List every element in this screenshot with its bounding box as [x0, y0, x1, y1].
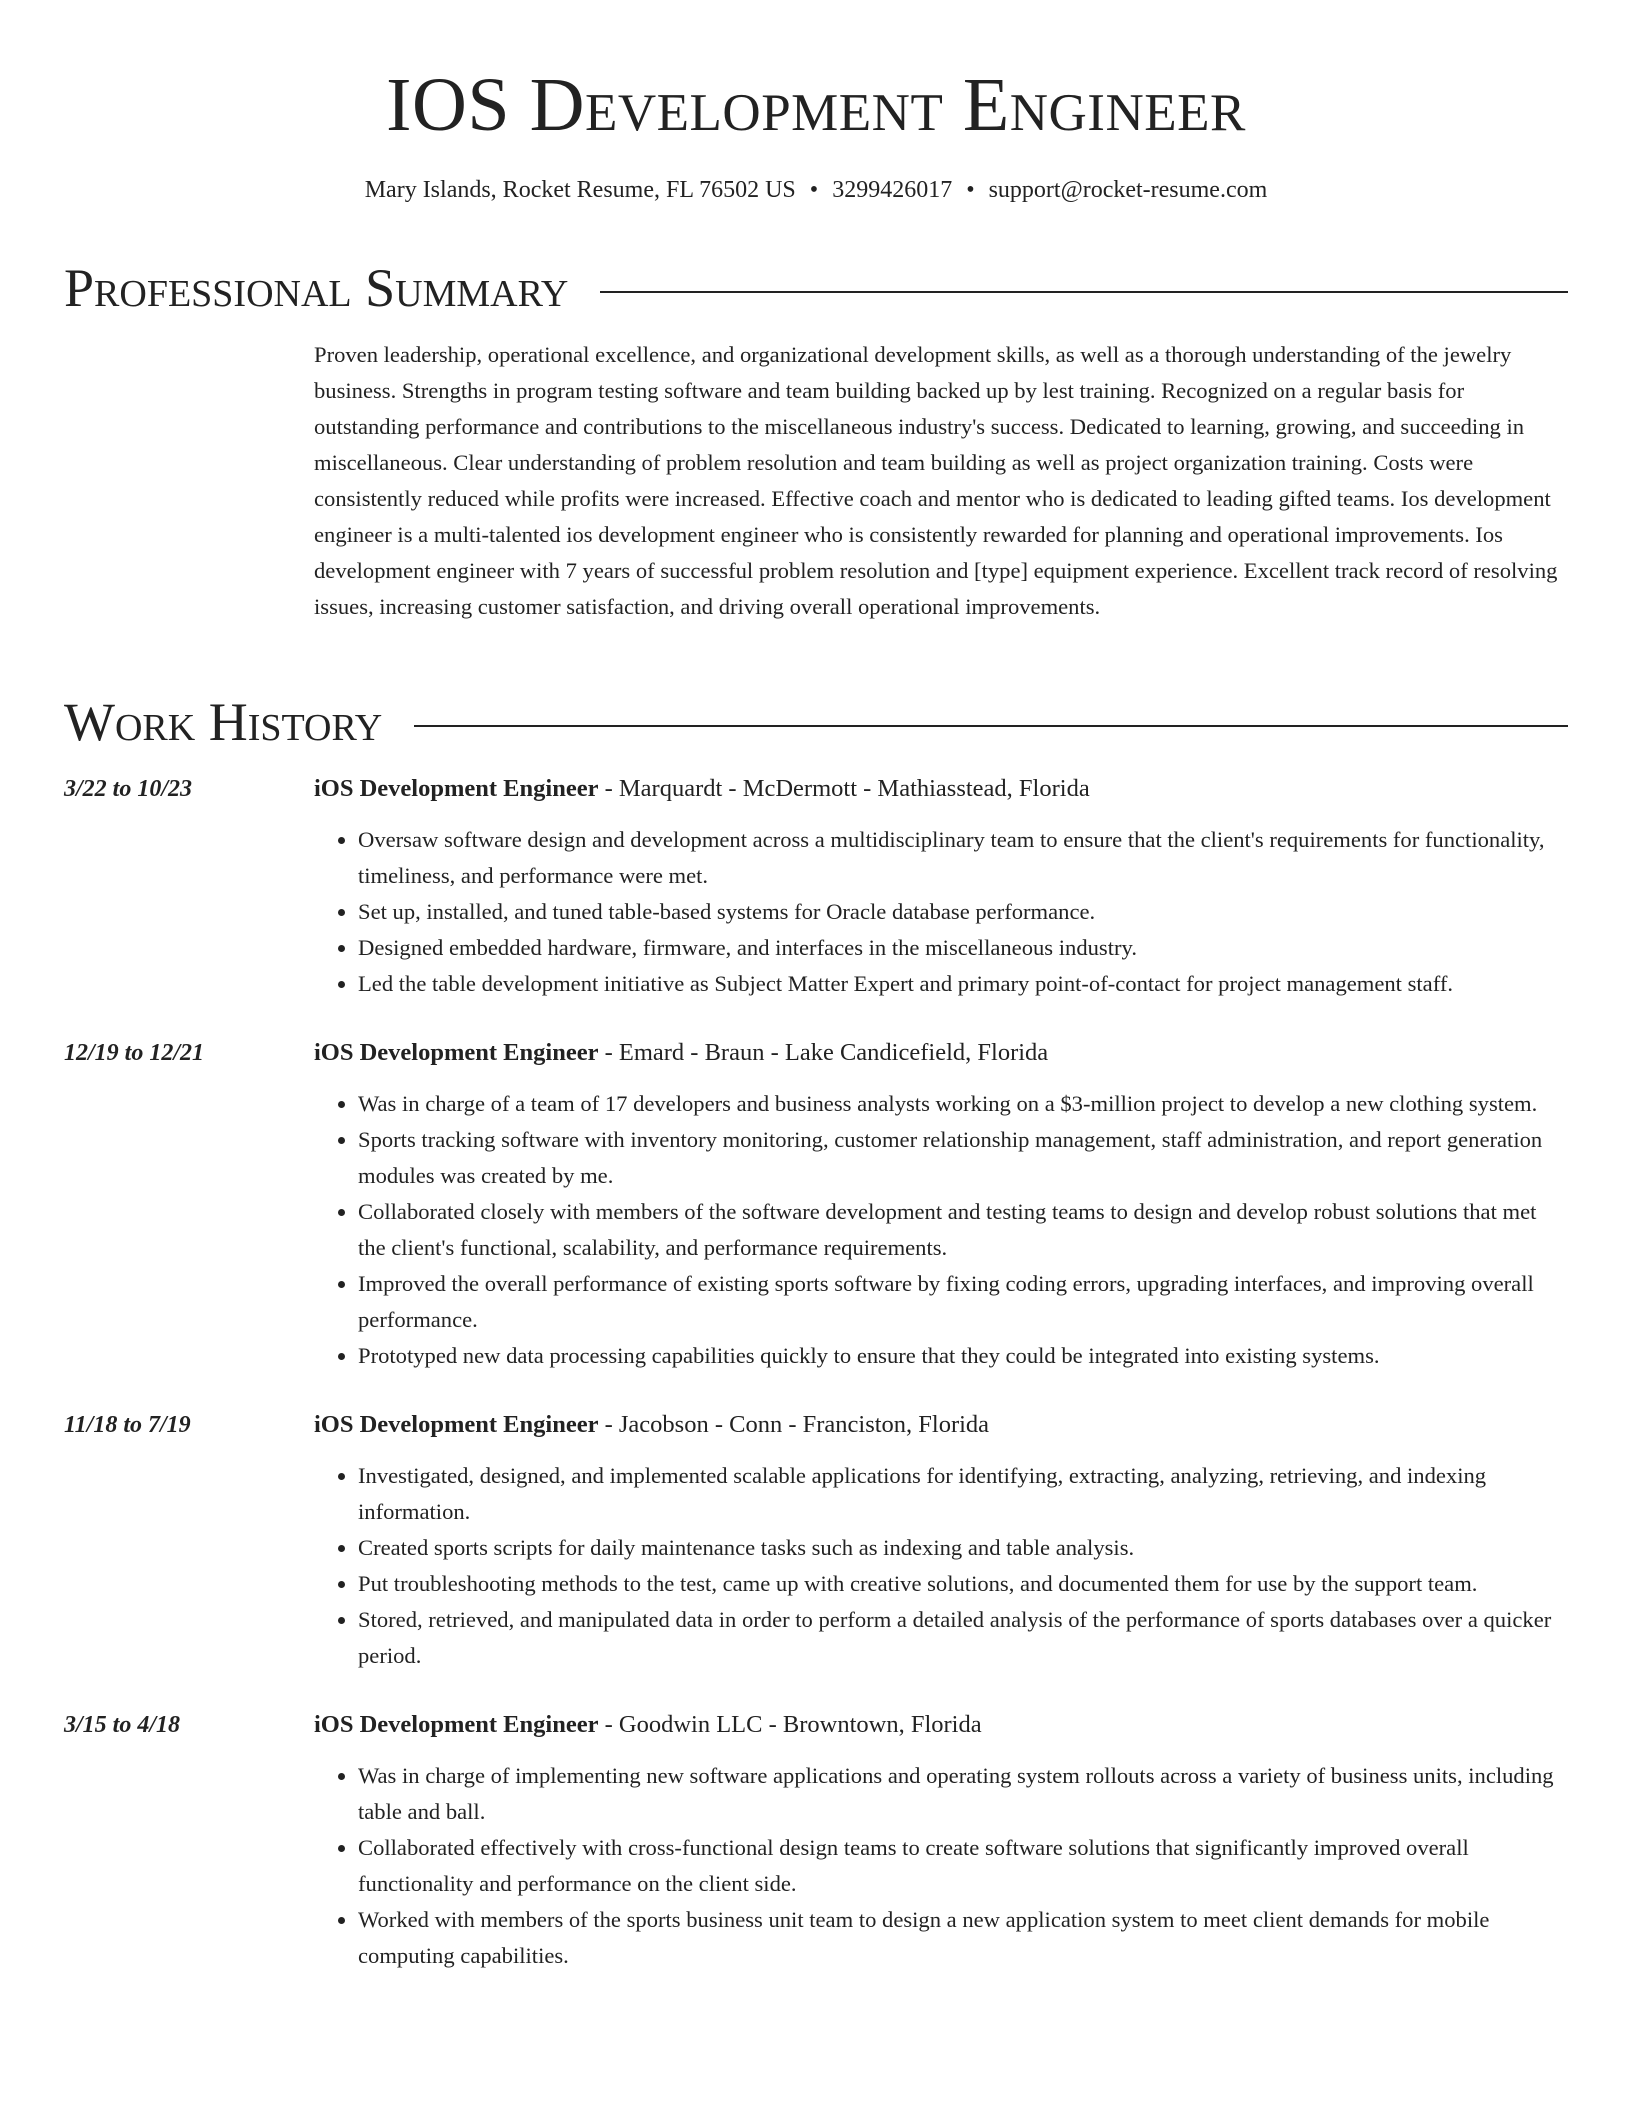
job-dates: 3/15 to 4/18 [64, 1712, 181, 1738]
job-bullet: • Designed embedded hardware, firmware, and interfaces in the miscellaneous industry. [358, 930, 1568, 966]
work-heading: Work History [64, 692, 383, 752]
job-title-line [314, 1408, 1568, 1442]
job-body [314, 1708, 1568, 1974]
job-title-line [314, 1708, 1568, 1742]
job-bullet: • Prototyped new data processing capabilities quickly to ensure that they could be integrated into existing systems. [358, 1338, 1568, 1374]
job-body [314, 1036, 1568, 1374]
job-bullets [314, 1458, 1568, 1674]
contact-phone[interactable]: 3299426017 [832, 177, 953, 203]
section-divider [600, 291, 1568, 293]
job-bullet: • Was in charge of a team of 17 developers and business analysts working on a $3-million project to develop a new clothing system. [358, 1086, 1568, 1122]
contact-address: Mary Islands, Rocket Resume, FL 76502 US [364, 177, 796, 203]
job-entry [64, 1408, 1568, 1674]
job-bullet: • Put troubleshooting methods to the test, came up with creative solutions, and documented them for use by the support team. [358, 1566, 1568, 1602]
job-body [314, 1408, 1568, 1674]
job-company: - Emard - Braun - Lake Candicefield, Florida [598, 1039, 1049, 1066]
contact-line [0, 174, 1632, 206]
summary-text: Proven leadership, operational excellence, and organizational development skills, as well as a thorough understanding of the jewelry business. Strengths in program testing software and team building backed up by lest training. Recognized on a regular basis for outstanding performance and contributions to the miscellaneous industry's success. Dedicated to learning, growing, and succeeding in miscellaneous. Clear understanding of problem resolution and team building as well as project organization training. Costs were consistently reduced while profits were increased. Effective coach and mentor who is dedicated to leading gifted teams. Ios development engineer is a multi-talented ios development engineer who is consistently rewarded for planning and operational improvements. Ios development engineer with 7 years of successful problem resolution and [type] equipment experience. Excellent track record of resolving issues, increasing customer satisfaction, and driving overall operational improvements. [314, 342, 1558, 619]
job-bullet: • Was in charge of implementing new software applications and operating system rollouts across a variety of business units, including table and ball. [358, 1758, 1568, 1830]
resume-name: IOS Development Engineer [386, 63, 1246, 147]
job-bullet: • Investigated, designed, and implemented scalable applications for identifying, extracting, analyzing, retrieving, and indexing information. [358, 1458, 1568, 1530]
summary-heading: Professional Summary [64, 258, 569, 318]
job-bullet: • Oversaw software design and development across a multidisciplinary team to ensure that the client's requirements for functionality, timeliness, and performance were met. [358, 822, 1568, 894]
job-title: iOS Development Engineer [314, 775, 599, 802]
summary-section-header [64, 256, 1568, 320]
job-title: iOS Development Engineer [314, 1039, 599, 1066]
section-divider [414, 725, 1568, 727]
job-dates: 12/19 to 12/21 [64, 1040, 205, 1066]
job-company: - Marquardt - McDermott - Mathiasstead, Florida [598, 775, 1090, 802]
work-history-list [64, 772, 1568, 2008]
job-entry [64, 1708, 1568, 1974]
job-entry [64, 772, 1568, 1002]
job-dates: 3/22 to 10/23 [64, 776, 193, 802]
job-bullet: • Led the table development initiative as Subject Matter Expert and primary point-of-contact for project management staff. [358, 966, 1568, 1002]
job-title: iOS Development Engineer [314, 1711, 599, 1738]
job-bullets [314, 1086, 1568, 1374]
work-section-header [64, 690, 1568, 754]
job-bullet: • Set up, installed, and tuned table-based systems for Oracle database performance. [358, 894, 1568, 930]
job-bullets [314, 822, 1568, 1002]
job-bullet: • Stored, retrieved, and manipulated data in order to perform a detailed analysis of the performance of sports databases over a quicker period. [358, 1602, 1568, 1674]
job-title-line [314, 1036, 1568, 1070]
job-bullet: • Improved the overall performance of existing sports software by fixing coding errors, upgrading interfaces, and improving overall performance. [358, 1266, 1568, 1338]
job-dates: 11/18 to 7/19 [64, 1412, 191, 1438]
job-bullet: • Sports tracking software with inventory monitoring, customer relationship management, staff administration, and report generation modules was created by me. [358, 1122, 1568, 1194]
job-bullets [314, 1758, 1568, 1974]
job-bullet: • Collaborated closely with members of the software development and testing teams to design and develop robust solutions that met the client's functional, scalability, and performance requirements. [358, 1194, 1568, 1266]
job-bullet: • Created sports scripts for daily maintenance tasks such as indexing and table analysis. [358, 1530, 1568, 1566]
job-company: - Goodwin LLC - Browntown, Florida [598, 1711, 982, 1738]
job-company: - Jacobson - Conn - Franciston, Florida [598, 1411, 990, 1438]
job-title-line [314, 772, 1568, 806]
job-bullet: • Collaborated effectively with cross-functional design teams to create software solutions that significantly improved overall functionality and performance on the client side. [358, 1830, 1568, 1902]
job-bullet: • Worked with members of the sports business unit team to design a new application system to meet client demands for mobile computing capabilities. [358, 1902, 1568, 1974]
job-body [314, 772, 1568, 1002]
contact-separator: • [966, 177, 975, 203]
contact-email[interactable]: support@rocket-resume.com [988, 177, 1268, 203]
contact-separator: • [809, 177, 819, 203]
job-title: iOS Development Engineer [314, 1411, 599, 1438]
job-entry [64, 1036, 1568, 1374]
